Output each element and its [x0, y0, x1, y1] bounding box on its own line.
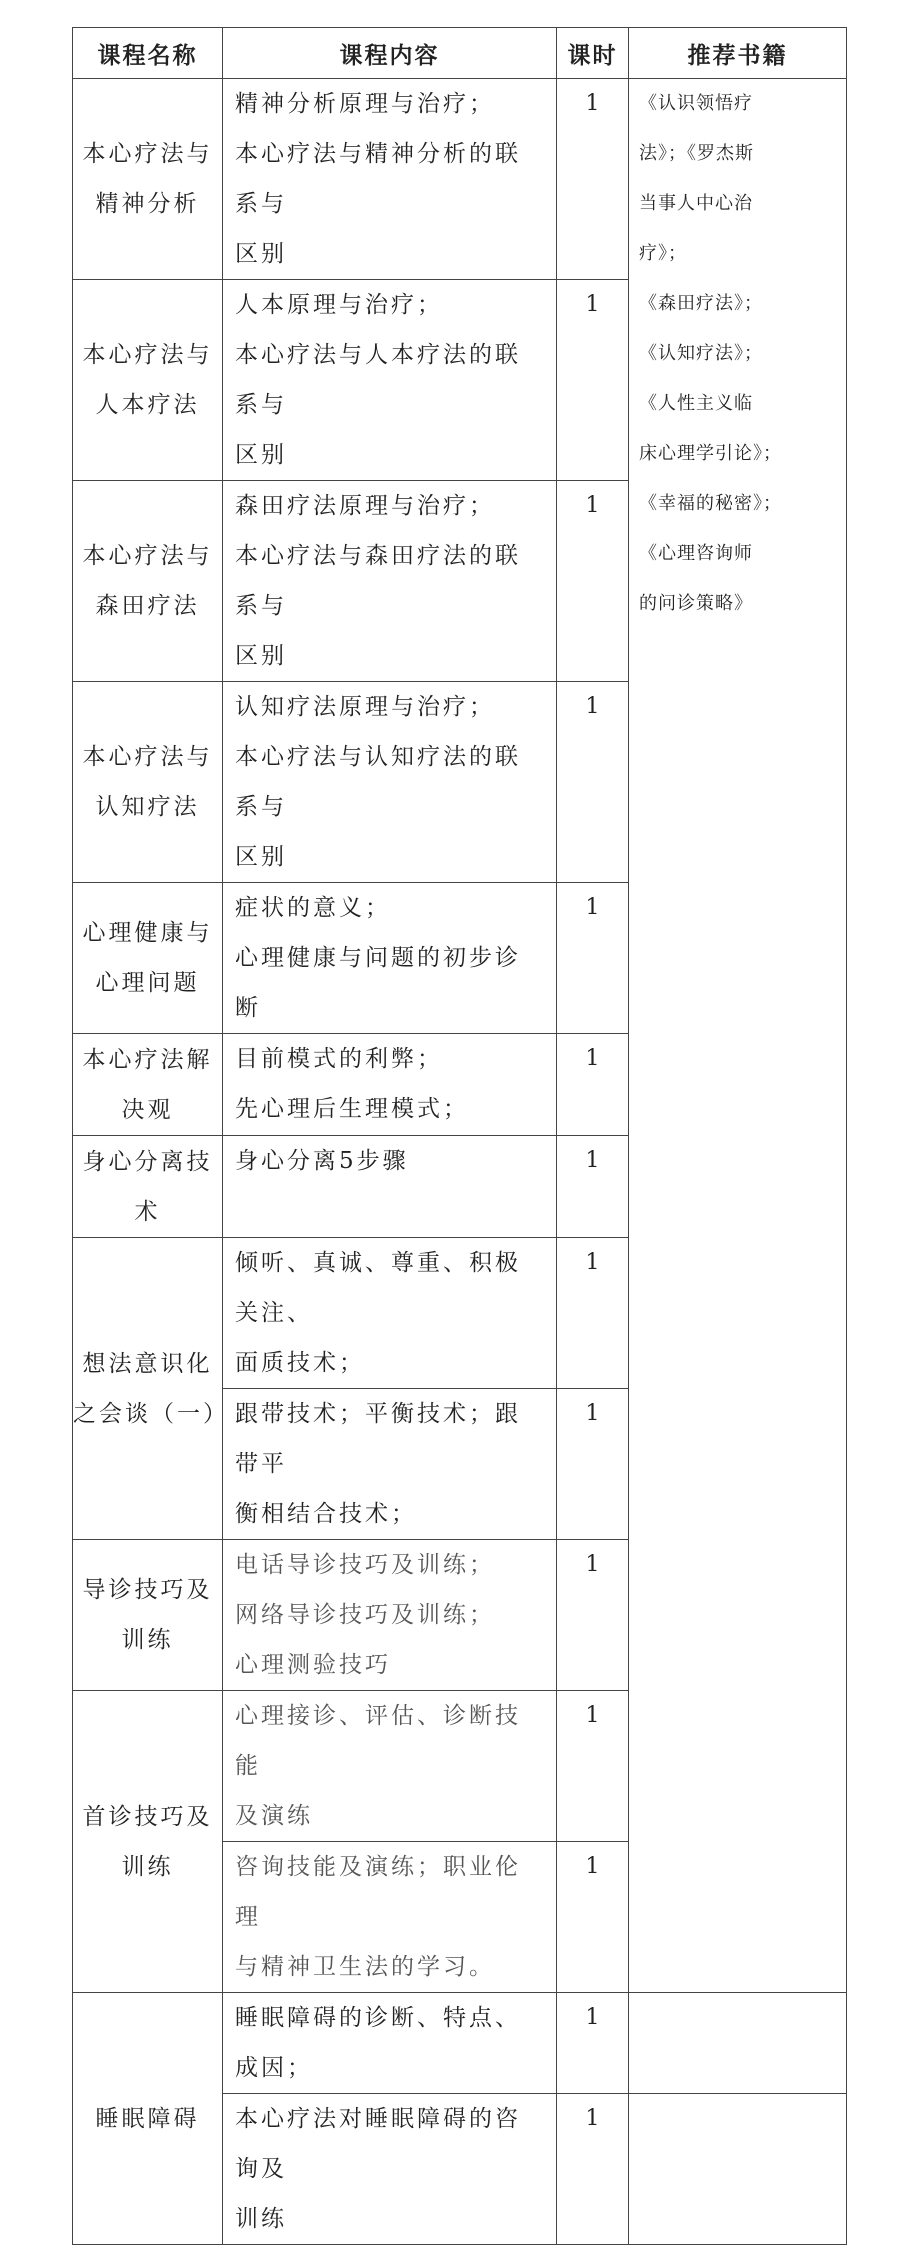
course-content-cell — [223, 280, 557, 481]
content-line: 本心疗法与人本疗法的联系与 — [235, 342, 521, 418]
course-name-cell — [73, 79, 223, 280]
book-line: 《人性主义临 — [639, 393, 753, 414]
course-name-line: 心理问题 — [95, 970, 200, 996]
course-name-line: 本心疗法与 — [82, 141, 213, 167]
course-name-line: 认知疗法 — [95, 794, 200, 820]
course-name-line: 想法意识化 — [82, 1350, 213, 1377]
content-line: 与精神卫生法的学习。 — [235, 1954, 495, 1980]
content-line: 本心疗法对睡眠障碍的咨询及 — [235, 2106, 521, 2182]
course-name-cell — [73, 682, 223, 883]
content-line: 倾听、真诚、尊重、积极关注、 — [235, 1250, 521, 1326]
empty-books-cell — [629, 2094, 847, 2245]
hours-cell: 1 — [557, 1034, 629, 1136]
book-line: 当事人中心治 — [639, 193, 753, 214]
hours-cell: 1 — [557, 1540, 629, 1691]
book-line: 疗》； — [639, 243, 687, 264]
hours-cell: 1 — [557, 1136, 629, 1238]
hours-cell: 1 — [557, 883, 629, 1034]
hours-cell: 1 — [557, 280, 629, 481]
recommended-books-cell — [629, 79, 847, 1993]
course-content-cell — [223, 1993, 557, 2094]
course-name-line: 训练 — [121, 1627, 174, 1653]
content-line: 区别 — [235, 643, 287, 669]
content-line: 咨询技能及演练；职业伦理 — [235, 1854, 521, 1930]
header-course-name: 课程名称 — [73, 28, 223, 79]
content-line: 区别 — [235, 241, 287, 267]
course-name-cell — [73, 883, 223, 1034]
course-name-line: 森田疗法 — [95, 593, 200, 619]
course-content-cell — [223, 481, 557, 682]
content-line: 先心理后生理模式； — [235, 1096, 469, 1122]
content-line: 电话导诊技巧及训练； — [235, 1552, 495, 1578]
hours-cell: 1 — [557, 481, 629, 682]
header-course-content: 课程内容 — [223, 28, 557, 79]
course-content-cell — [223, 1842, 557, 1993]
hours-cell: 1 — [557, 79, 629, 280]
content-line: 目前模式的利弊； — [235, 1046, 443, 1072]
course-name-line: 本心疗法与 — [82, 744, 213, 770]
book-line: 《心理咨询师 — [639, 543, 753, 564]
course-name-line: 人本疗法 — [95, 392, 200, 418]
course-name-line: 睡眠障碍 — [95, 2105, 200, 2132]
header-hours: 课时 — [557, 28, 629, 79]
course-content-cell — [223, 79, 557, 280]
hours-cell: 1 — [557, 1842, 629, 1993]
course-name-line: 本心疗法解 — [82, 1046, 213, 1073]
table-row — [73, 1993, 847, 2094]
content-line: 训练 — [235, 2206, 287, 2232]
content-line: 症状的意义； — [235, 895, 391, 921]
course-name-cell — [73, 1238, 229, 1540]
content-line: 区别 — [235, 844, 287, 870]
course-name-line: 身心分离技 — [82, 1148, 213, 1175]
course-table — [72, 27, 847, 2245]
course-name-cell — [73, 481, 223, 682]
table-header-row — [73, 28, 847, 79]
course-name-cell — [73, 280, 223, 481]
book-line: 法》；《罗杰斯 — [639, 143, 754, 164]
course-name-cell — [73, 1540, 223, 1691]
content-line: 人本原理与治疗； — [235, 292, 443, 318]
content-line: 睡眠障碍的诊断、特点、成因； — [235, 2005, 521, 2081]
content-line: 及演练 — [235, 1803, 313, 1829]
hours-cell: 1 — [557, 1389, 629, 1540]
course-name-line: 之会谈（一） — [73, 1400, 229, 1427]
book-line: 床心理学引论》； — [639, 443, 782, 464]
content-line: 网络导诊技巧及训练； — [235, 1602, 495, 1628]
book-line: 《幸福的秘密》； — [639, 493, 782, 514]
content-line: 面质技术； — [235, 1350, 365, 1376]
content-line: 本心疗法与森田疗法的联系与 — [235, 543, 521, 619]
book-line: 《认知疗法》； — [639, 343, 763, 364]
hours-cell: 1 — [557, 1238, 629, 1389]
course-name-line: 本心疗法与 — [82, 543, 213, 569]
content-line: 心理健康与问题的初步诊断 — [235, 945, 521, 1021]
course-content-cell — [223, 1136, 557, 1238]
content-line: 本心疗法与认知疗法的联系与 — [235, 744, 521, 820]
course-content-cell — [223, 1540, 557, 1691]
course-name-line: 术 — [134, 1198, 161, 1225]
hours-cell: 1 — [557, 2094, 629, 2245]
course-content-cell — [223, 1389, 557, 1540]
course-content-cell — [223, 1034, 557, 1136]
book-line: 《森田疗法》； — [639, 293, 763, 314]
content-line: 心理接诊、评估、诊断技能 — [235, 1703, 521, 1779]
content-line: 心理测验技巧 — [235, 1652, 391, 1678]
course-name-line: 决观 — [121, 1096, 174, 1123]
course-content-cell — [223, 682, 557, 883]
course-content-cell — [223, 1691, 557, 1842]
course-name-cell — [73, 1034, 223, 1136]
course-name-cell — [73, 1691, 223, 1993]
course-name-line: 精神分析 — [95, 191, 200, 217]
content-line: 认知疗法原理与治疗； — [235, 694, 495, 720]
table-row — [73, 79, 847, 280]
content-line: 本心疗法与精神分析的联系与 — [235, 141, 521, 217]
content-line: 跟带技术；平衡技术；跟带平 — [235, 1401, 521, 1477]
course-content-cell — [223, 2094, 557, 2245]
book-line: 的问诊策略》 — [639, 593, 753, 614]
content-line: 精神分析原理与治疗； — [235, 91, 495, 117]
course-name-line: 心理健康与 — [82, 920, 213, 946]
content-line: 森田疗法原理与治疗； — [235, 493, 495, 519]
course-name-cell — [73, 1136, 223, 1238]
header-books: 推荐书籍 — [629, 28, 847, 79]
hours-cell: 1 — [557, 1691, 629, 1842]
course-name-line: 训练 — [121, 1853, 174, 1880]
content-line: 衡相结合技术； — [235, 1501, 417, 1527]
book-line: 《认识领悟疗 — [639, 93, 753, 114]
course-name-line: 本心疗法与 — [82, 342, 213, 368]
empty-books-cell — [629, 1993, 847, 2094]
course-name-line: 导诊技巧及 — [82, 1577, 213, 1603]
course-name-cell — [73, 1993, 223, 2245]
course-content-cell — [223, 1238, 557, 1389]
content-line: 身心分离5步骤 — [235, 1148, 409, 1174]
hours-cell: 1 — [557, 1993, 629, 2094]
course-content-cell — [223, 883, 557, 1034]
content-line: 区别 — [235, 442, 287, 468]
hours-cell: 1 — [557, 682, 629, 883]
course-name-line: 首诊技巧及 — [82, 1803, 213, 1830]
